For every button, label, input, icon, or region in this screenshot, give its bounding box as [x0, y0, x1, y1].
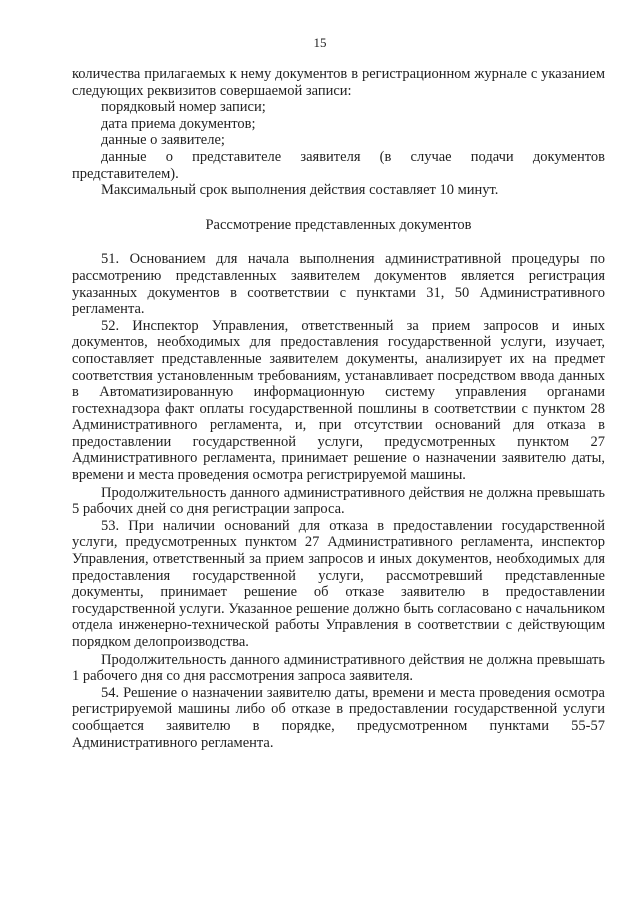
paragraph-53-duration: Продолжительность данного административного действия не должна превышать 1 рабочего дня со дня рассмотрения запроса заявителя.: [72, 651, 605, 685]
paragraph-53: 53. При наличии оснований для отказа в предоставлении государственной услуги, предусмотренных пунктом 27 Административного регламента, инспектор Управления, ответственный за прием запросов и иных документов, необходимых для предоставления государственной услуги, рассмотревший представленные документы, принимает решение об отказе заявителю в предоставлении государственной услуги. Указанное решение должно быть согласовано с начальником отдела инженерно-технической работы Управления в соответствии с действующим порядком делопроизводства.: [72, 517, 605, 650]
page-content: [72, 66, 605, 751]
paragraph-54: 54. Решение о назначении заявителю даты, времени и места проведения осмотра регистрируемой машины либо об отказе в предоставлении государственной услуги сообщается заявителю в порядке, предусмотренном пунктами 55-57 Административного регламента.: [72, 684, 605, 751]
list-item-applicant-data: данные о заявителе;: [101, 132, 225, 149]
page-number: 15: [313, 35, 327, 50]
paragraph-52-duration: Продолжительность данного административного действия не должна превышать 5 рабочих дней со дня регистрации запроса.: [72, 484, 605, 518]
list-item-representative-data: данные о представителе заявителя (в случае подачи документов представителем).: [72, 148, 605, 182]
paragraph-continuation: количества прилагаемых к нему документов в регистрационном журнале с указанием следующих реквизитов совершаемой записи:: [72, 66, 605, 99]
paragraph-max-duration: Максимальный срок выполнения действия составляет 10 минут.: [101, 182, 499, 199]
paragraph-52: 52. Инспектор Управления, ответственный за прием запросов и иных документов, необходимых для предоставления государственной услуги, изучает, сопоставляет представленные заявителем документы, анализирует их на предмет соответствия установленным требованиям, устанавливает посредством ввода данных в Автоматизированную информационную систему управления органами гостехнадзора факт оплаты государственной пошлины в соответствии с пунктом 28 Административного регламента, и, при отсутствии оснований для отказа в предоставлении государственной услуги, предусмотренных пунктом 27 Административного регламента, принимает решение о назначении заявителю даты, времени и места проведения осмотра регистрируемой машины.: [72, 317, 605, 484]
section-title: Рассмотрение представленных документов: [205, 216, 472, 233]
list-item-record-number: порядковый номер записи;: [101, 99, 266, 116]
paragraph-51: 51. Основанием для начала выполнения административной процедуры по рассмотрению представленных заявителем документов является регистрация указанных документов в соответствии с пунктами 31, 50 Административного регламента.: [72, 251, 605, 318]
list-item-receipt-date: дата приема документов;: [101, 115, 256, 132]
